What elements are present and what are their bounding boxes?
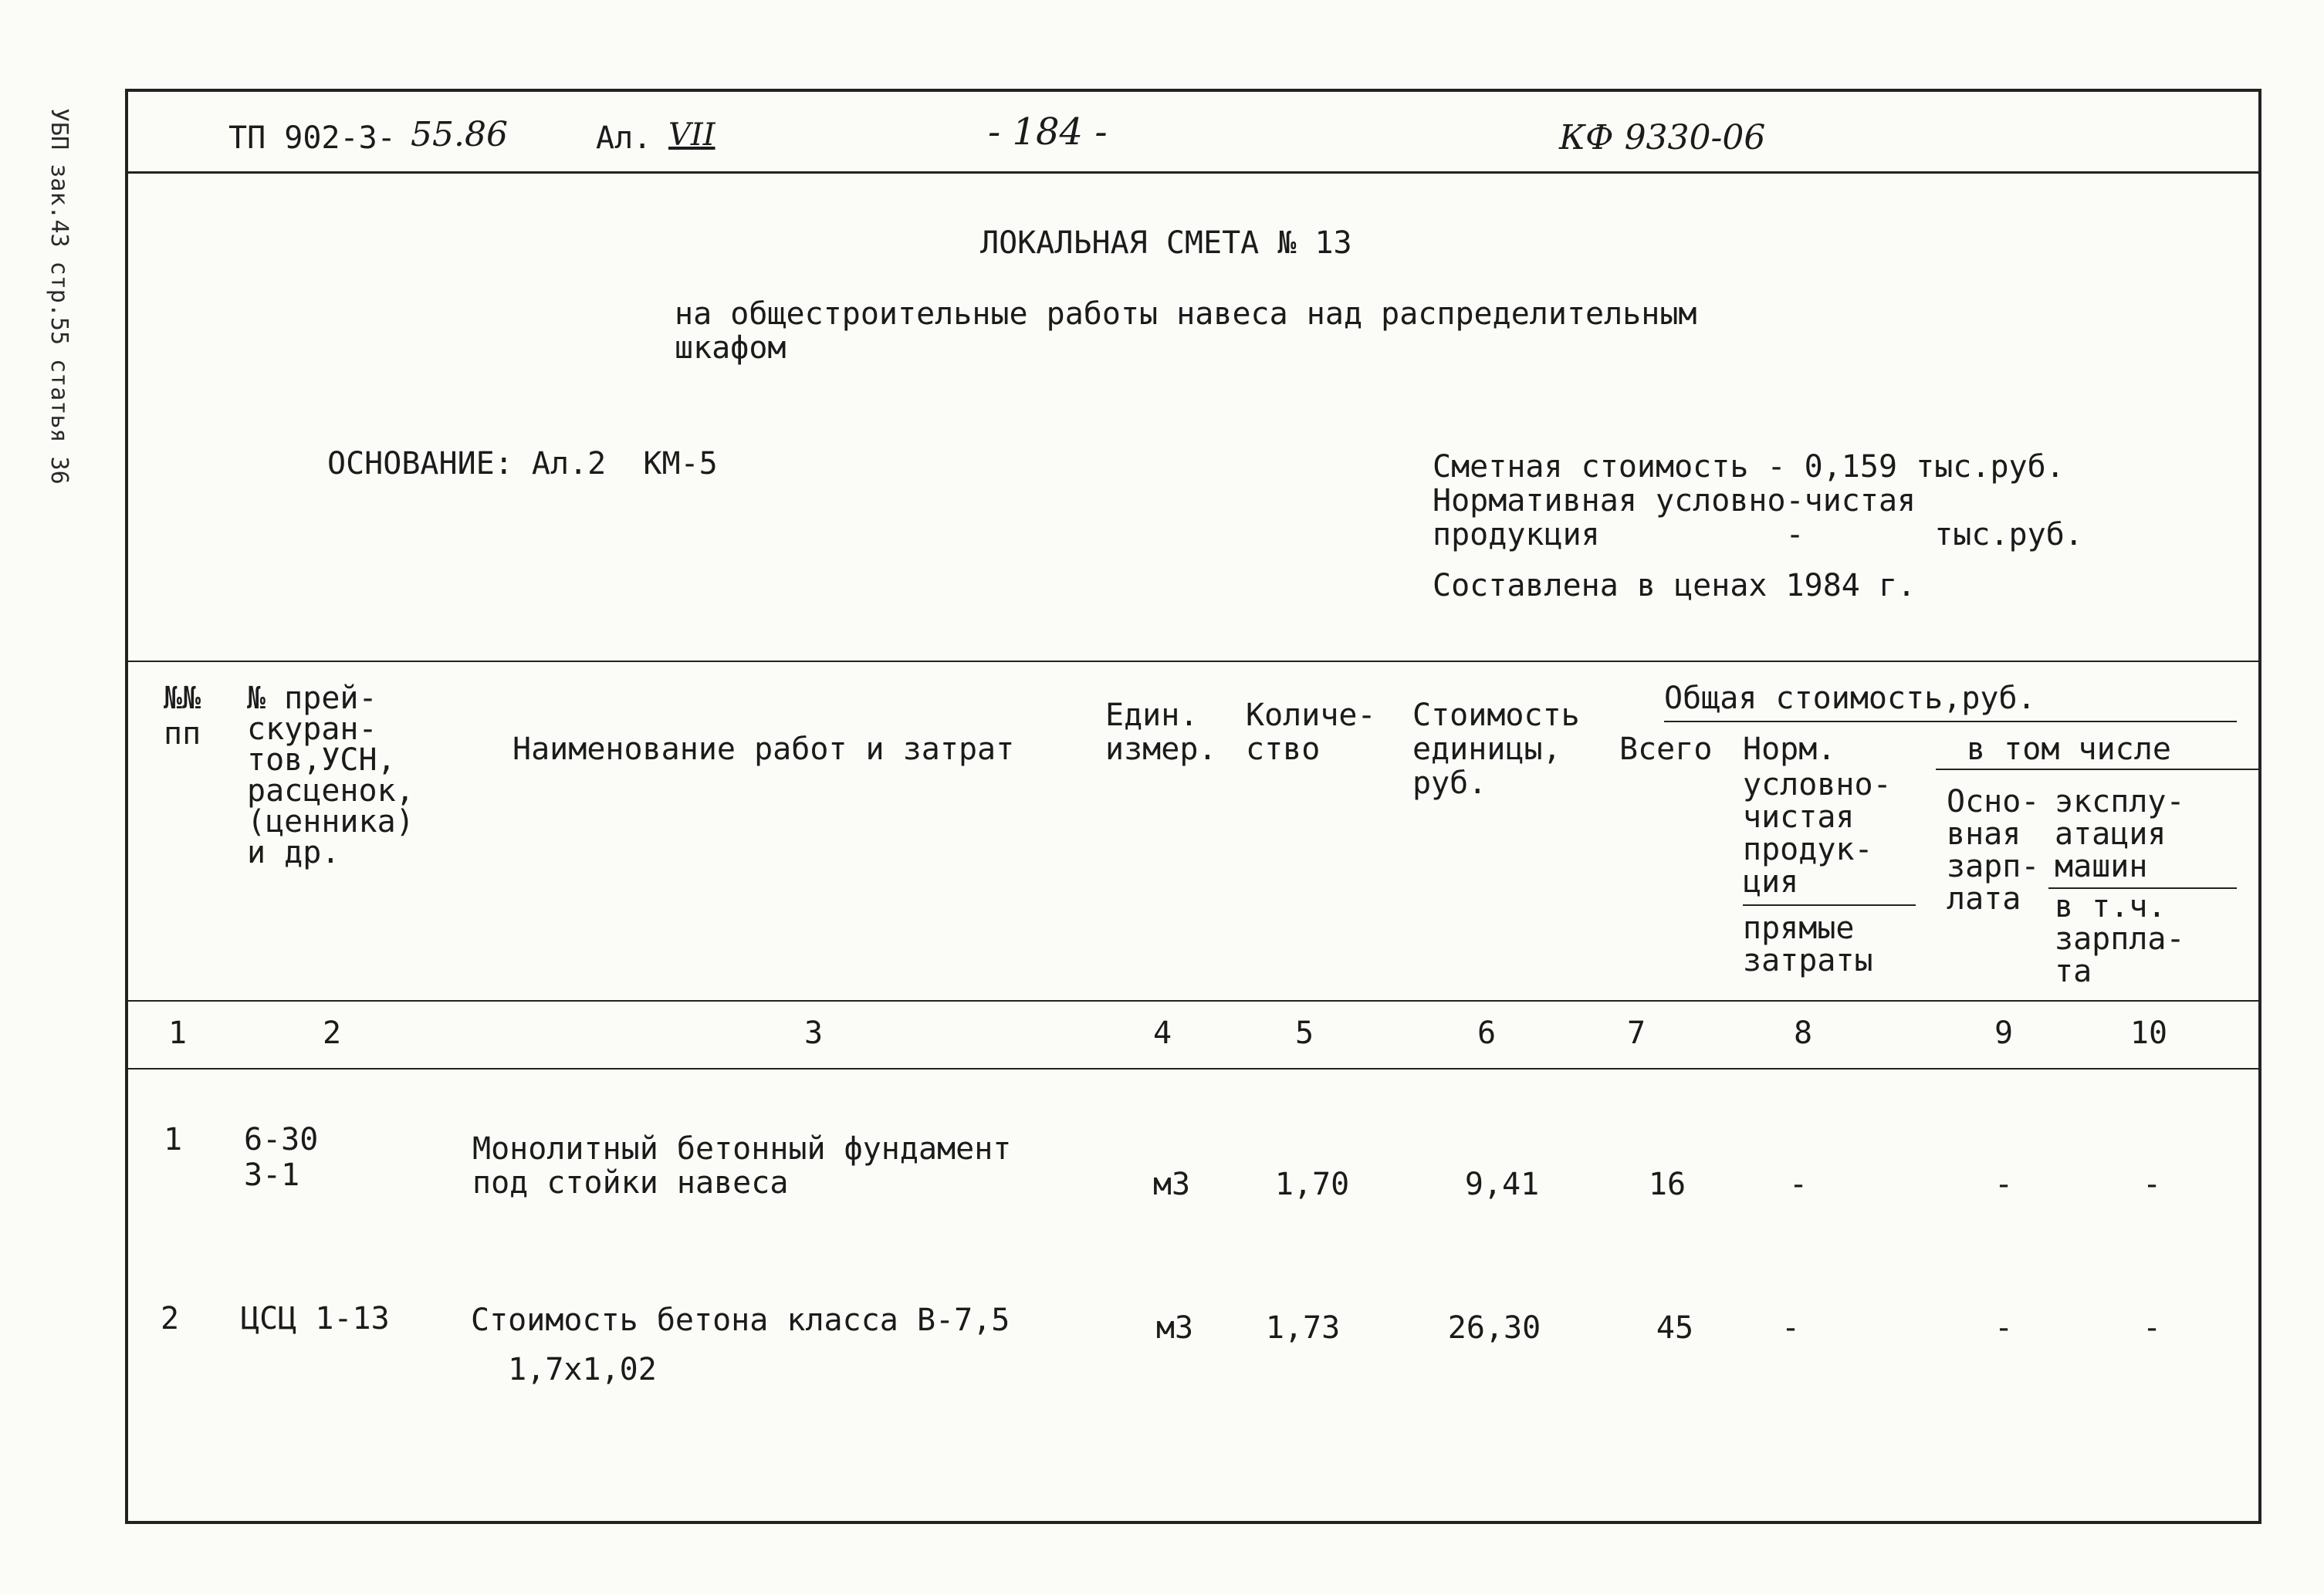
estimate-subtitle-line1: на общестроительные работы навеса над распределительным (675, 296, 1697, 332)
header-col9-line4: лата (1947, 881, 2021, 917)
header-col1-line2: пп (164, 716, 201, 752)
row-number: 1 (164, 1122, 183, 1157)
column-number: 4 (1152, 1015, 1172, 1051)
row-col9: - (1994, 1167, 2014, 1202)
doc-code-handwritten: 55.86 (411, 115, 508, 154)
header-col8-line2: условно- (1743, 767, 1892, 803)
header-col5-line2: ство (1246, 732, 1321, 767)
row-unit-cost: 9,41 (1464, 1167, 1540, 1202)
header-col2-line2: скуран- (247, 711, 377, 747)
column-number: 10 (2129, 1015, 2168, 1051)
header-col2-line5: (ценника) (247, 804, 414, 840)
column-number: 3 (803, 1015, 824, 1051)
header-col10-bottom-line1: в т.ч. (2055, 889, 2167, 924)
cost-line-2: Нормативная условно-чистая (1433, 483, 1916, 519)
row-col10: - (2142, 1167, 2162, 1202)
row-total: 45 (1656, 1310, 1694, 1346)
column-number: 5 (1294, 1015, 1314, 1051)
row-col8: - (1781, 1310, 1801, 1346)
row-name-line2: 1,7х1,02 (471, 1352, 657, 1387)
header-col10-line2: атация (2055, 816, 2167, 852)
row-col9: - (1994, 1310, 2014, 1346)
row-total: 16 (1648, 1167, 1686, 1202)
reference-code: КФ 9330-06 (1559, 118, 1766, 157)
header-col9-line1: Осно- (1947, 784, 2040, 819)
row-number: 2 (161, 1301, 180, 1336)
column-number: 6 (1477, 1015, 1497, 1051)
row-code-line1: 6-30 (244, 1122, 319, 1157)
margin-note: УБП зак.43 стр.55 статья 36 (46, 108, 73, 485)
column-number: 2 (322, 1015, 342, 1051)
header-col9-line3: зарп- (1947, 849, 2040, 884)
header-col8-bottom-line1: прямые (1743, 911, 1855, 946)
header-col4-line2: измер. (1105, 732, 1217, 767)
header-col10-line1: эксплу- (2055, 784, 2185, 819)
header-col8-bottom-line2: затраты (1743, 943, 1873, 978)
cost-line-4: Составлена в ценах 1984 г. (1433, 568, 1916, 603)
column-number: 8 (1793, 1015, 1813, 1051)
header-col6-line3: руб. (1412, 765, 1487, 801)
header-col2-line1: № прей- (247, 681, 377, 716)
header-col6-line1: Стоимость (1412, 698, 1580, 733)
row-unit: м3 (1152, 1167, 1191, 1202)
row-code-line2: 3-1 (244, 1157, 300, 1193)
header-col8-line5: ция (1743, 864, 1799, 900)
header-col9-line2: вная (1947, 816, 2021, 852)
row-name-line2: под стойки навеса (472, 1165, 789, 1201)
estimate-subtitle-line2: шкафом (675, 330, 787, 366)
header-col5-line1: Количе- (1246, 698, 1376, 733)
row-unit-cost: 26,30 (1447, 1310, 1541, 1346)
header-col10-bottom-line2: зарпла- (2055, 921, 2185, 957)
album-label: Ал. (596, 120, 652, 156)
header-col8-line3: чистая (1743, 799, 1855, 835)
column-number: 1 (167, 1015, 188, 1051)
row-name-line1: Стоимость бетона класса В-7,5 (471, 1303, 1010, 1338)
row-col8: - (1788, 1167, 1808, 1202)
header-col1-line1: №№ (164, 681, 201, 716)
header-col2-line4: расценок, (247, 773, 414, 809)
header-col8-line4: продук- (1743, 832, 1873, 867)
row-code-line1: ЦСЦ 1-13 (241, 1301, 390, 1336)
cost-line-3: продукция - тыс.руб. (1433, 517, 2083, 553)
doc-code: ТП 902-3- (228, 120, 396, 156)
row-quantity: 1,70 (1274, 1167, 1350, 1202)
row-col10: - (2142, 1310, 2162, 1346)
row-unit: м3 (1155, 1310, 1194, 1346)
basis-label: ОСНОВАНИЕ: Ал.2 КМ-5 (327, 446, 718, 482)
estimate-title: ЛОКАЛЬНАЯ СМЕТА № 13 (980, 225, 1352, 261)
page-number: - 184 - (988, 110, 1108, 154)
row-quantity: 1,73 (1265, 1310, 1341, 1346)
header-col4-line1: Един. (1105, 698, 1199, 733)
header-col10-bottom-line3: та (2055, 954, 2092, 989)
cost-line-1: Сметная стоимость - 0,159 тыс.руб. (1433, 449, 2065, 485)
header-col2-line3: тов,УСН, (247, 742, 396, 778)
header-col8-line1: Норм. (1743, 732, 1836, 767)
header-incl-group: в том числе (1967, 732, 2171, 767)
header-col10-line3: машин (2055, 849, 2148, 884)
header-col3: Наименование работ и затрат (512, 732, 1015, 767)
column-number: 7 (1626, 1015, 1646, 1051)
header-col6-line2: единицы, (1412, 732, 1561, 767)
header-col7: Всего (1619, 732, 1713, 767)
column-number: 9 (1994, 1015, 2014, 1051)
header-col2-line6: и др. (247, 835, 340, 870)
header-total-group: Общая стоимость,руб. (1664, 681, 2036, 716)
row-name-line1: Монолитный бетонный фундамент (472, 1131, 1012, 1167)
album-number: VII (668, 117, 715, 153)
